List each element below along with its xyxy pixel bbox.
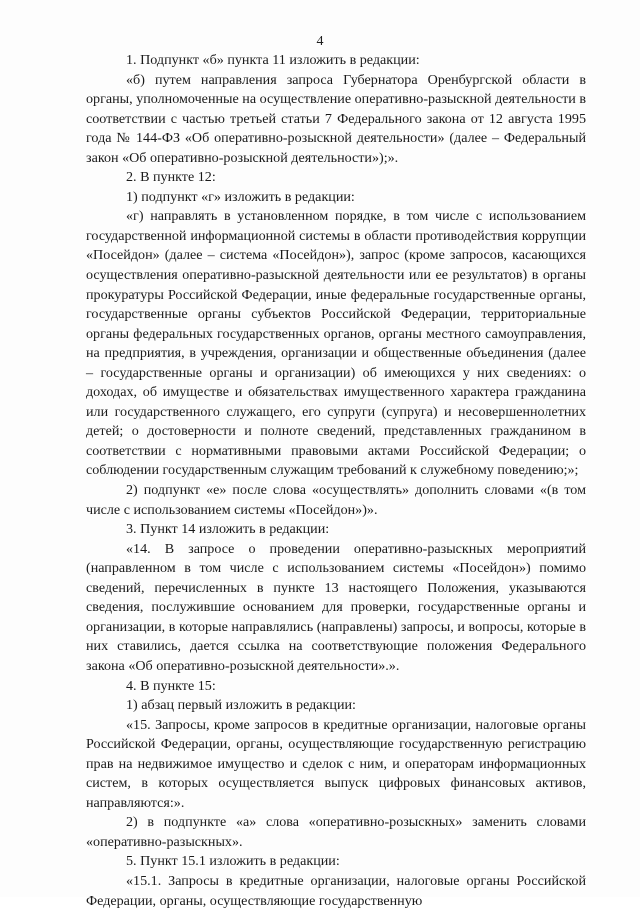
paragraph: «15. Запросы, кроме запросов в кредитные организации, налоговые органы Российской Федерации, органы, осуществляющие государственную регистрацию прав на недвижимое имущество и сделок с ним, и операторам информационных систем, в которых осуществляется выпуск цифровых финансовых активов, направляются:». — [86, 716, 586, 811]
paragraph: 4. В пункте 15: — [126, 677, 216, 694]
paragraph: 5. Пункт 15.1 изложить в редакции: — [126, 853, 340, 870]
paragraph: 2. В пункте 12: — [126, 169, 216, 186]
paragraph: «б) путем направления запроса Губернатора Оренбургской области в органы, уполномоченные на осуществление оперативно-разыскной деятельности в соответствии с частью третьей статьи 7 Федерального закона от 12 августа 1995 года № 144-ФЗ «Об оперативно-розыскной деятельности» (далее – Федеральный закон «Об оперативно-розыскной деятельности»);». — [86, 71, 586, 166]
paragraph: 1. Подпункт «б» пункта 11 изложить в редакции: — [126, 52, 420, 68]
paragraph: 1) абзац первый изложить в редакции: — [126, 697, 356, 714]
page-number: 4 — [316, 34, 324, 49]
paragraph: 2) подпункт «е» после слова «осуществлять» дополнить словами «(в том числе с использованием системы «Посейдон»)». — [86, 482, 586, 518]
paragraph: 2) в подпункте «а» слова «оперативно-розыскных» заменить словами «оперативно-разыскных». — [86, 814, 586, 850]
paragraph: «14. В запросе о проведении оперативно-разыскных мероприятий (направленном в том числе с использованием системы «Посейдон») помимо сведений, перечисленных в пункте 13 настоящего Положения, указываются сведения, послужившие основанием для проверки, государственные органы и организации, в которые направлялись (направлены) запросы, и вопросы, которые в них ставились, дается ссылка на соответствующие положения Федерального закона «Об оперативно-розыскной деятельности».». — [86, 540, 586, 674]
paragraph: «г) направлять в установленном порядке, в том числе с использованием государственной информационной системы в области противодействия коррупции «Посейдон» (далее – система «Посейдон»), запрос (кроме запросов, касающихся осуществления оперативно-разыскной деятельности или ее результатов) в органы прокуратуры Российской Федерации, иные федеральные государственные органы, государственные органы субъектов Российской Федерации, территориальные органы федеральных государственных органов, органы местного самоуправления, на предприятия, в учреждения, организации и общественные объединения (далее – государственные органы и организации) об имеющихся у них сведениях: о доходах, об имуществе и обязательствах имущественного характера гражданина или государственного служащего, его супруги (супруга) и несовершеннолетних детей; о достоверности и полноте сведений, представленных гражданином в соответствии с нормативными правовыми актами Российской Федерации; о соблюдении государственным служащим требований к служебному поведению;»; — [86, 208, 586, 479]
paragraph: 3. Пункт 14 изложить в редакции: — [126, 521, 330, 538]
paragraph: «15.1. Запросы в кредитные организации, налоговые органы Российской Федерации, органы, осуществляющие государственную — [86, 872, 586, 909]
document-body — [86, 51, 586, 911]
paragraph: 1) подпункт «г» изложить в редакции: — [126, 188, 355, 205]
